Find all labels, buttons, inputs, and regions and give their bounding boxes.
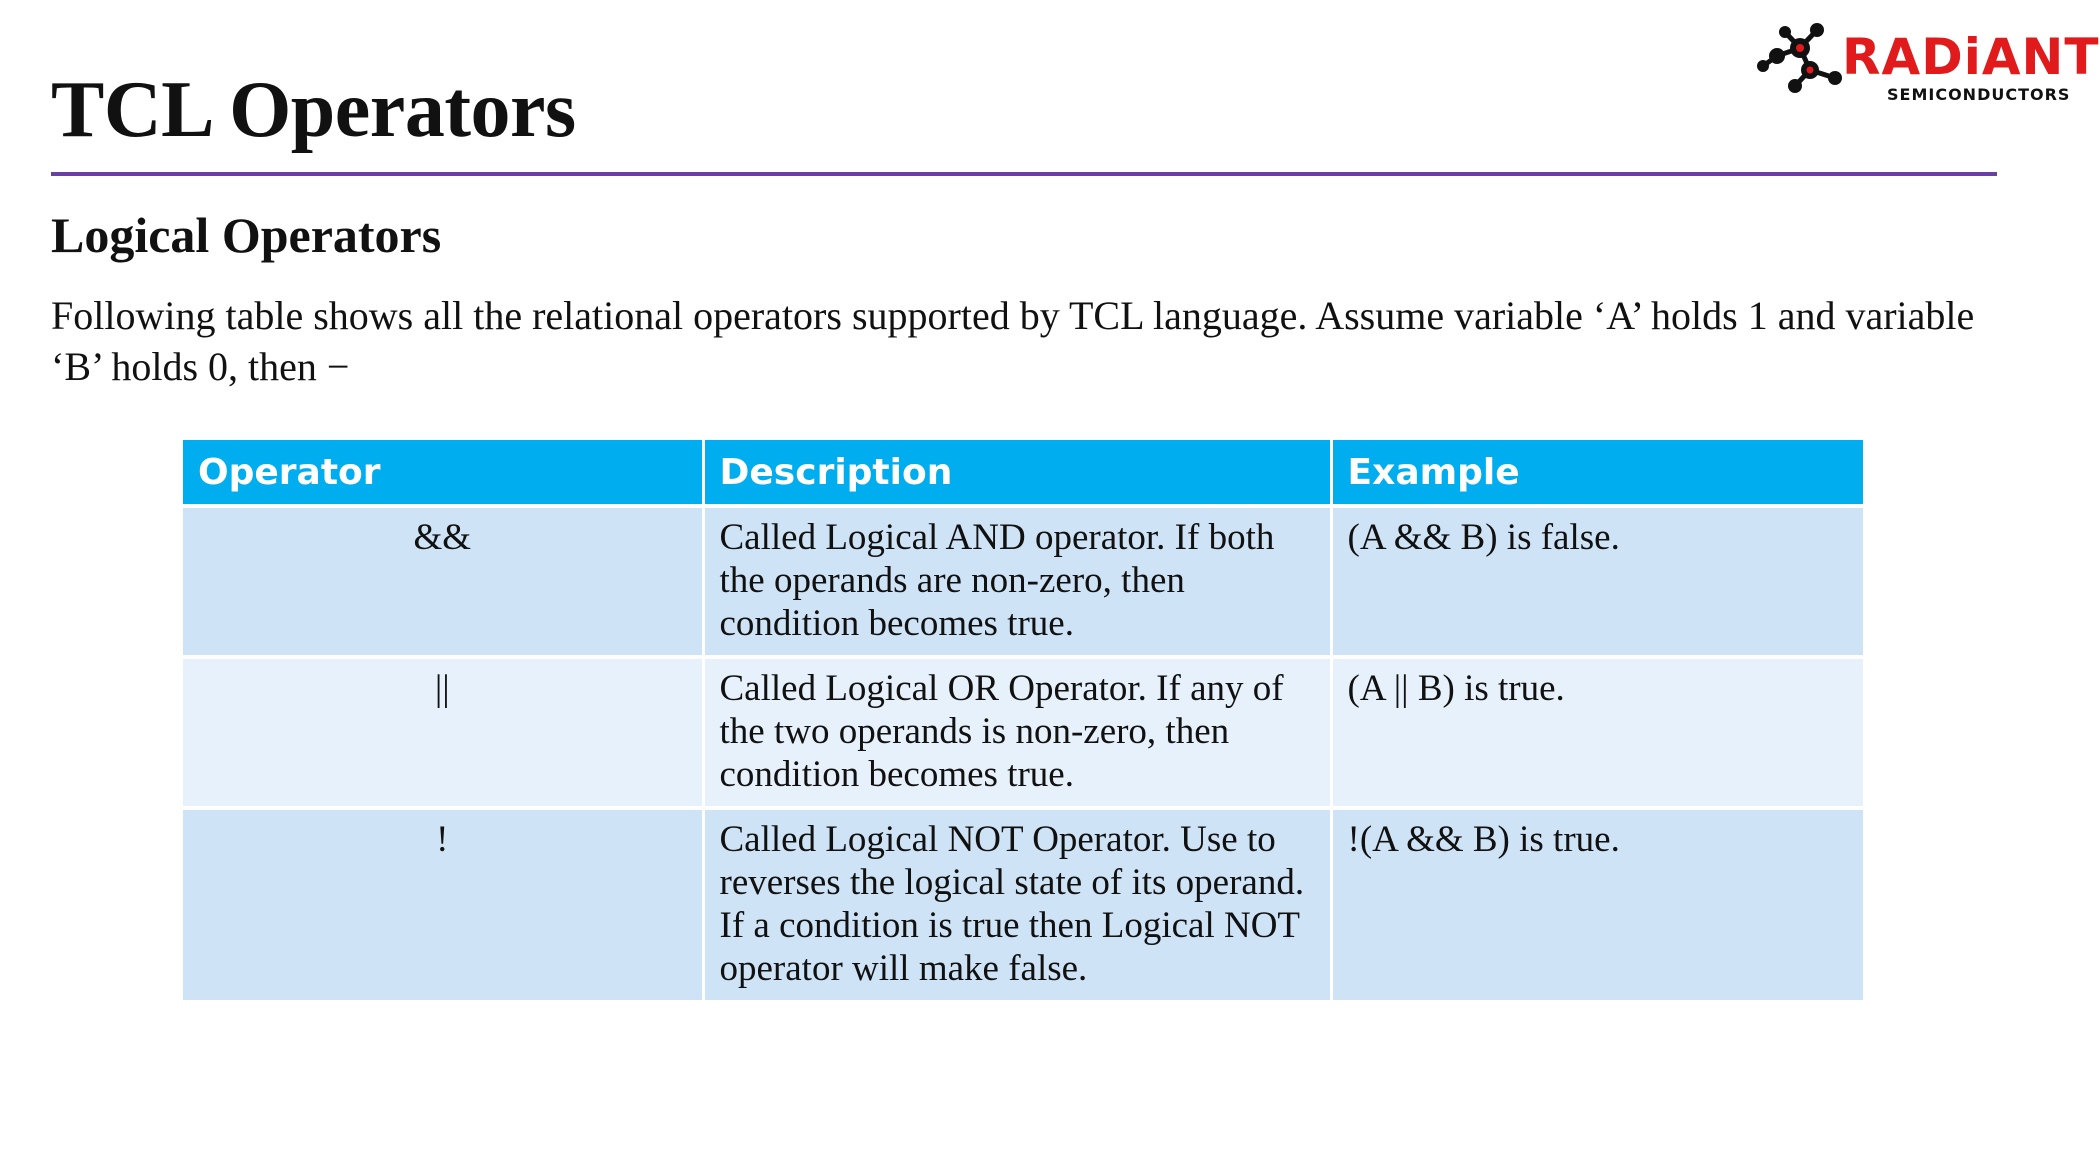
table-row [183,657,1863,808]
logo-subtext: SEMICONDUCTORS [1887,85,2071,104]
title-divider [51,172,1997,176]
cell-operator: && [183,506,703,657]
header-operator: Operator [183,440,703,506]
cell-description: Called Logical OR Operator. If any of the two operands is non-zero, then condition becomes true. [703,657,1331,808]
molecule-logo-icon [1755,18,1845,98]
cell-operator: || [183,657,703,808]
intro-paragraph: Following table shows all the relational operators supported by TCL language. Assume variable ‘A’ holds 1 and variable ‘B’ holds 0, then − [51,293,1975,389]
cell-operator: ! [183,808,703,1002]
page-title: TCL Operators [51,66,576,154]
cell-description: Called Logical NOT Operator. Use to reverses the logical state of its operand. If a condition is true then Logical NOT operator will make false. [703,808,1331,1002]
table-row [183,808,1863,1002]
cell-example: (A && B) is false. [1331,506,1863,657]
cell-example: !(A && B) is true. [1331,808,1863,1002]
company-logo [1755,18,2100,118]
table-header-row [183,440,1863,506]
cell-description: Called Logical AND operator. If both the operands are non-zero, then condition becomes true. [703,506,1331,657]
operators-table [183,440,1863,1004]
cell-example: (A || B) is true. [1331,657,1863,808]
table-row [183,506,1863,657]
logo-wordmark: RADiANT [1842,28,2100,86]
header-example: Example [1331,440,1863,506]
section-heading: Logical Operators [51,207,442,263]
header-description: Description [703,440,1331,506]
